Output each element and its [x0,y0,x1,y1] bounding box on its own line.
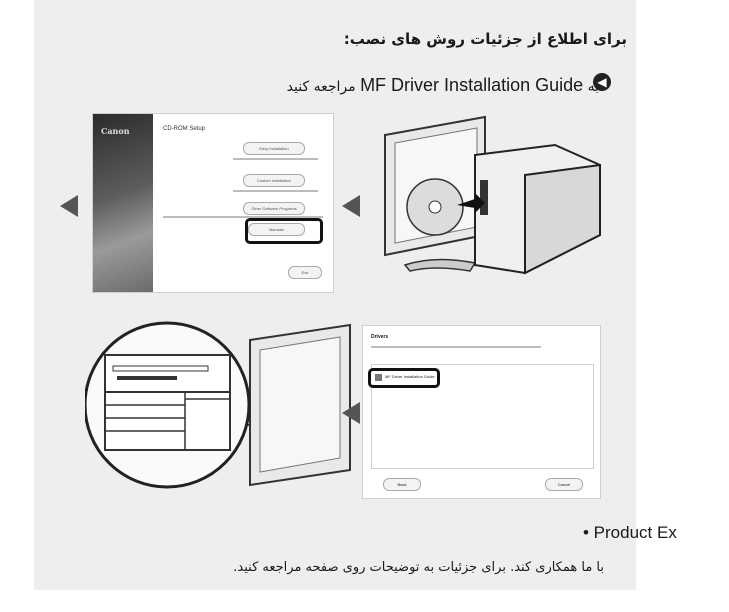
guide-name: MF Driver Installation Guide [360,75,584,95]
guide-reference [119,75,599,96]
custom-installation-button: Custom Installation [243,174,305,187]
step-arrow-icon [60,195,78,217]
guide-item-label: MF Driver Installation Guide [385,374,435,379]
manuals-button: Manuals [248,223,305,236]
description-line [233,190,318,192]
reference-suffix: مراجعه کنید [286,79,356,95]
other-software-button: Other Software Programs [243,202,305,215]
step-arrow-icon [342,402,360,424]
setup-title: CD-ROM Setup [163,126,206,132]
cancel-button: Cancel [545,478,583,491]
setup-screen-illustration [92,113,334,293]
cd-slot [480,180,488,215]
product-extension-text: • Product Ex [583,523,677,542]
page-title: برای اطلاع از جزئیات روش های نصب: [343,30,627,48]
guide-item-highlight [368,368,440,388]
drivers-screen-illustration [362,325,601,499]
step-arrow-icon [342,195,360,217]
monitor-magnifier-illustration [85,300,355,495]
brand-logo: Canon [101,126,130,136]
description-line [233,158,318,160]
manuals-highlight [245,218,323,244]
description-line [371,346,541,348]
drivers-title: Drivers [371,334,389,340]
back-button: Back [383,478,421,491]
setup-sidebar-artwork [93,114,153,292]
exit-button: Exit [288,266,322,279]
reference-prefix: به [587,79,599,95]
document-icon [375,374,382,381]
circle-arrow-left-icon: ◀ [593,73,611,91]
monitor-stand [405,259,475,271]
pc-cd-illustration [375,115,605,275]
bottom-note: با ما همکاری کند. برای جزئیات به توضیحات روی صفحه مراجعه کنید. [233,560,604,575]
easy-installation-button: Easy Installation [243,142,305,155]
